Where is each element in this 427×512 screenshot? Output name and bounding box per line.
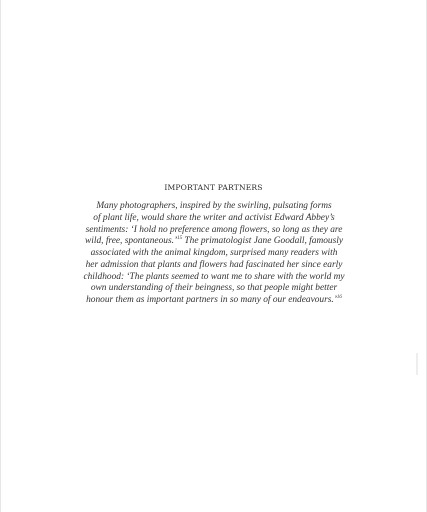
footnote-ref: 16 bbox=[336, 295, 342, 300]
body-paragraph bbox=[68, 201, 360, 307]
paragraph-line bbox=[68, 260, 360, 272]
paragraph-line bbox=[68, 225, 360, 237]
line-text: childhood: ‘The plants seemed to want me to share with the world my bbox=[83, 271, 345, 282]
line-text: honour them as important partners in so many of our endeavours.’ bbox=[86, 295, 337, 305]
paragraph-line bbox=[68, 213, 360, 225]
page-edge-mark bbox=[416, 353, 418, 375]
line-text: of plant life, would share the writer and activist Edward Abbey’s bbox=[93, 212, 335, 223]
page-edge-left bbox=[0, 0, 1, 512]
section-heading: IMPORTANT PARTNERS bbox=[164, 183, 263, 192]
paragraph-line bbox=[68, 236, 360, 248]
paragraph-line bbox=[68, 201, 360, 213]
footnote-ref: 15 bbox=[177, 236, 183, 242]
line-text: own understanding of their beingness, so that people might better bbox=[90, 283, 338, 294]
line-text: her admission that plants and flowers had fascinated her since early bbox=[85, 259, 343, 270]
line-text: The primatologist Jane Goodall, famously bbox=[182, 236, 344, 247]
line-text: Many photographers, inspired by the swirling, pulsating forms bbox=[96, 201, 332, 211]
line-text: associated with the animal kingdom, surprised many readers with bbox=[90, 248, 338, 258]
line-text: wild, free, spontaneous.’ bbox=[84, 236, 178, 247]
paragraph-line bbox=[68, 295, 360, 307]
paragraph-line bbox=[68, 248, 360, 260]
line-text: sentiments: ‘I hold no preference among flowers, so long as they are bbox=[85, 224, 343, 235]
paragraph-line bbox=[68, 272, 360, 284]
paragraph-line bbox=[68, 283, 360, 295]
